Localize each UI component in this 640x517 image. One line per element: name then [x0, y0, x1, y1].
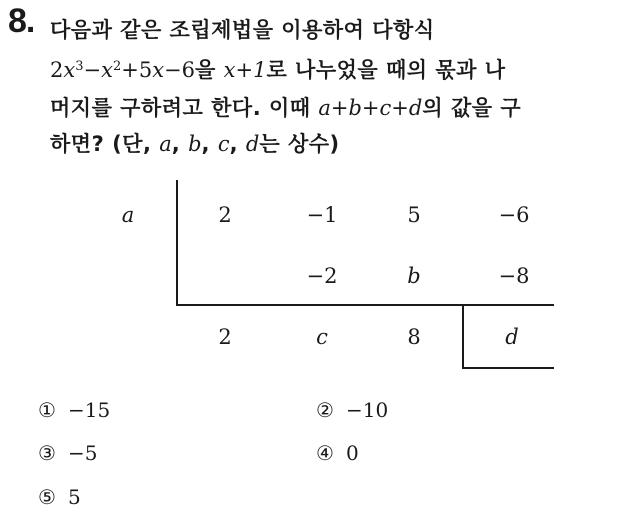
coefficient-cell: −6 — [498, 203, 530, 227]
coefficient-cell: −1 — [306, 203, 338, 227]
coefficient-cell: 5 — [407, 203, 421, 227]
question-line-4: 하면? (단, a, b, c, d는 상수) — [50, 132, 340, 156]
polynomial: $2x^3-x^2+5x-6$ — [50, 58, 196, 82]
choice-5[interactable]: ⑤ 5 — [38, 485, 81, 509]
divisor-label: a — [121, 203, 135, 227]
result-cell: 8 — [407, 325, 421, 349]
middle-cell: −8 — [498, 264, 530, 288]
question-text-1: 다음과 같은 조립제법을 이용하여 다항식 — [50, 18, 435, 42]
choice-1[interactable]: ① −15 — [38, 398, 111, 422]
choice-2[interactable]: ② −10 — [316, 398, 389, 422]
choice-4[interactable]: ④ 0 — [316, 441, 359, 465]
remainder-box-left — [462, 306, 464, 368]
question-number: 8. — [8, 2, 35, 40]
question-line-1 — [50, 14, 435, 44]
middle-cell: −2 — [306, 264, 338, 288]
middle-cell: b — [407, 264, 421, 288]
sum-expression: a+b+c+d — [318, 96, 423, 120]
result-cell: c — [316, 325, 328, 349]
coefficient-cell: 2 — [218, 203, 232, 227]
question-line-2: $2x^3-x^2+5x-6$을 x+1로 나누었을 때의 몫과 나 — [50, 58, 506, 82]
result-cell: 2 — [218, 325, 232, 349]
divisor-expression: x+1 — [223, 58, 267, 82]
divider-horizontal — [176, 304, 554, 306]
choice-3[interactable]: ③ −5 — [38, 441, 98, 465]
remainder-cell: d — [505, 325, 519, 349]
divider-vertical — [176, 180, 178, 306]
question-line-3: 머지를 구하려고 한다. 이때 a+b+c+d의 값을 구 — [50, 96, 522, 120]
remainder-box-bottom — [462, 367, 554, 369]
